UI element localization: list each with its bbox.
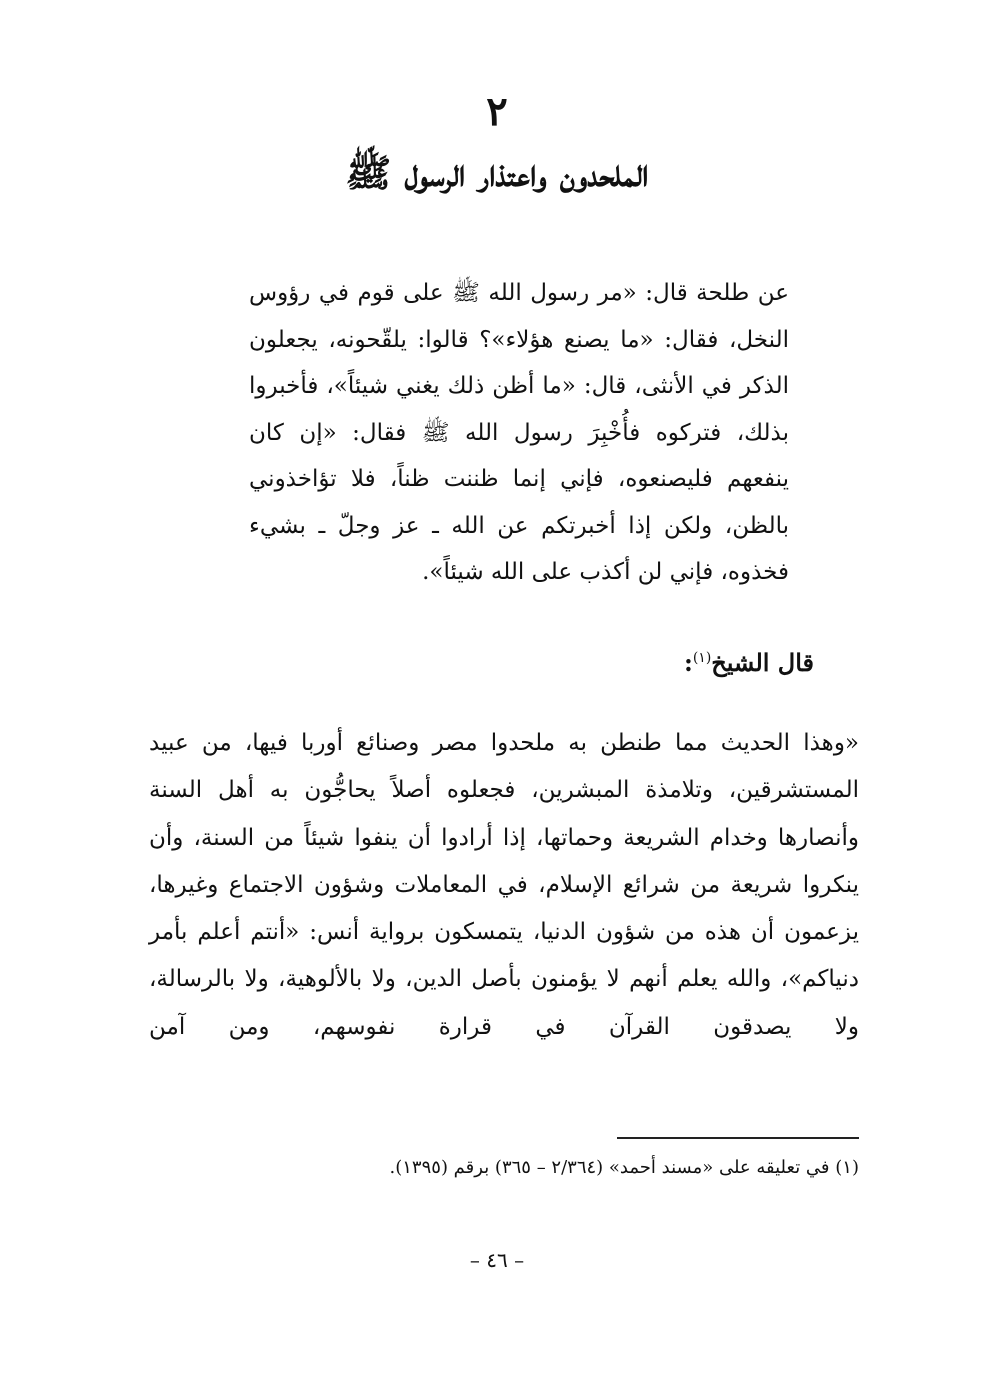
sheikh-heading — [684, 647, 814, 678]
chapter-number: ٢ — [486, 88, 508, 135]
commentary-paragraph: «وهذا الحديث مما طنطن به ملحدوا مصر وصنائع أوربا فيها، من عبيد المستشرقين، وتلامذة المبشرين، فجعلوه أصلاً يحاجُّون به أهل السنة وأنصارها وخدام الشريعة وحماتها، إذا أرادوا أن ينفوا شيئاً من السنة، وأن ينكروا شريعة من شرائع الإسلام، في المعاملات وشؤون الاجتماع وغيرها، يزعمون أن هذه من شؤون الدنيا، يتمسكون برواية أنس: «أنتم أعلم بأمر دنياكم»، والله يعلم أنهم لا يؤمنون بأصل الدين، ولا بالألوهية، ولا بالرسالة، ولا يصدقون القرآن في قرارة نفوسهم، ومن آمن — [149, 730, 859, 1040]
footnote-divider — [617, 1137, 859, 1139]
sheikh-heading-label: قال الشيخ — [711, 648, 814, 677]
footnote-reference: (١) — [692, 650, 712, 666]
page-number: – ٤٦ – — [469, 1248, 525, 1272]
hadith-paragraph: عن طلحة قال: «مر رسول الله ﷺ على قوم في رؤوس النخل، فقال: «ما يصنع هؤلاء»؟ قالوا: يلقّحونه، يجعلون الذكر في الأنثى، قال: «ما أظن ذلك يغني شيئاً»، فأخبروا بذلك، فتركوه فأُخْبِرَ رسول الله ﷺ فقال: «إن كان ينفعهم فليصنعوه، فإني إنما ظننت ظناً، فلا تؤاخذوني بالظن، ولكن إذا أخبرتكم عن الله ـ عز وجلّ ـ بشيء فخذوه، فإني لن أكذب على الله شيئاً». — [249, 280, 789, 585]
footnote: (١) في تعليقه على «مسند أحمد» (٢/٣٦٤ – ٣٦٥) برقم (١٣٩٥). — [389, 1157, 859, 1178]
sheikh-heading-colon: : — [683, 648, 693, 677]
chapter-title: الملحدون واعتذار الرسول ﷺ — [345, 150, 649, 195]
